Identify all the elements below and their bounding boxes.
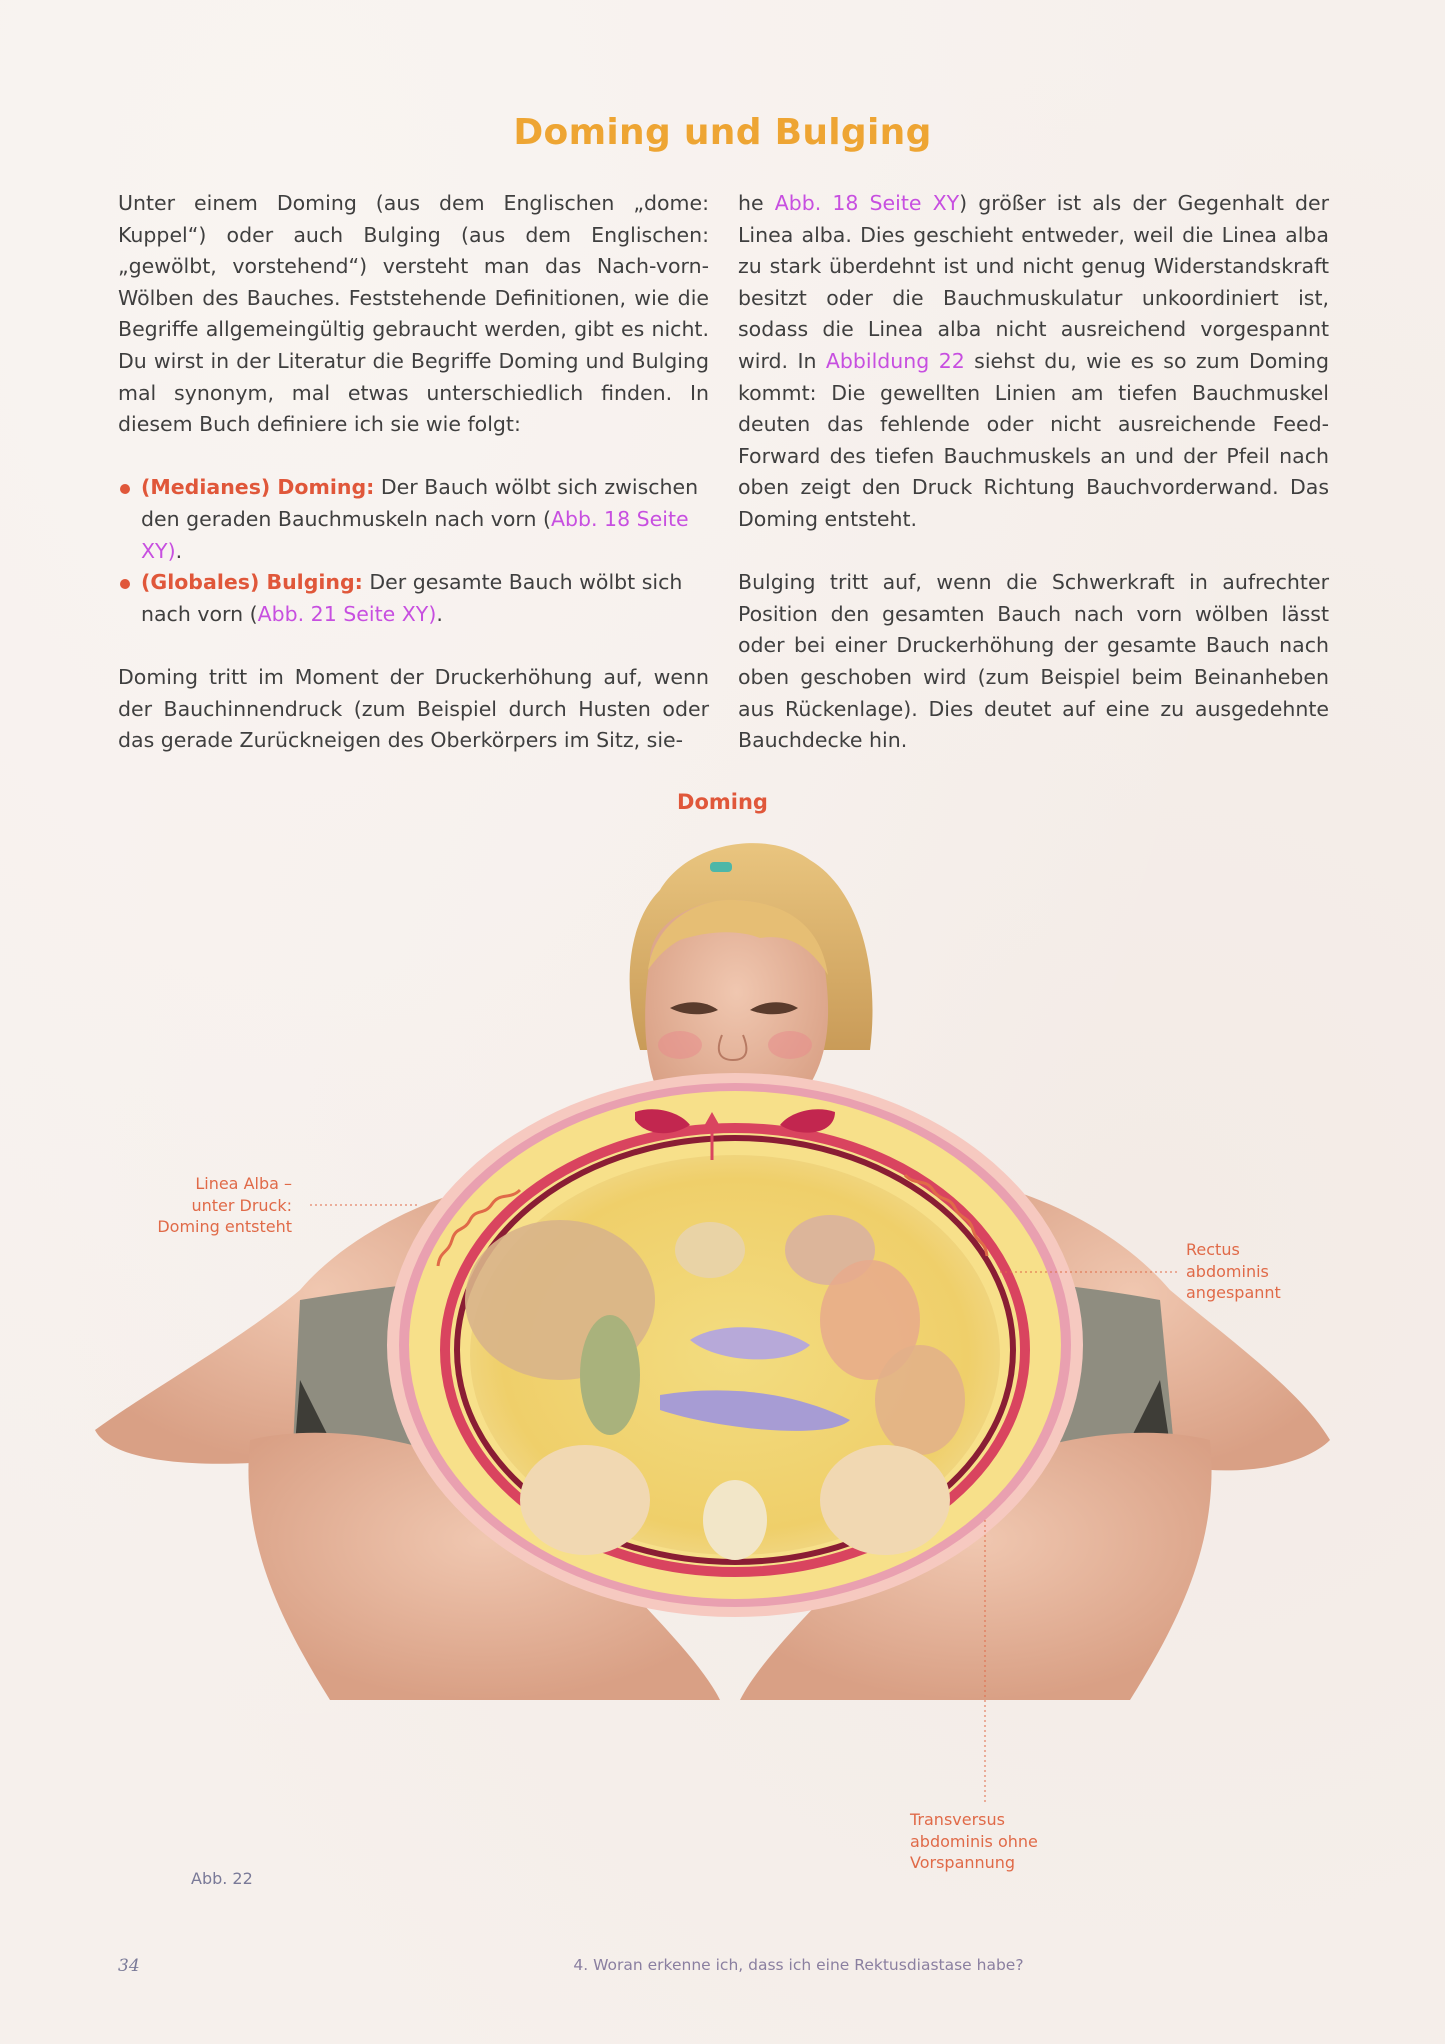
definition-text: Der gesamte Bauch wölbt sich nach vorn ( — [141, 570, 683, 626]
text-run: he — [738, 191, 775, 215]
figure-title: Doming — [677, 790, 768, 814]
label-linea-alba — [140, 1173, 292, 1238]
label-line: Transversus — [910, 1810, 1005, 1829]
definition-end: . — [175, 538, 183, 563]
doming-paragraph: Doming tritt im Moment der Druckerhöhung auf, wenn der Bauchinnendruck (zum Beispiel durch Husten oder das gerade Zurückneigen des Oberkörpers im Sitz, sie- — [118, 664, 709, 753]
label-line: Rectus — [1186, 1240, 1240, 1259]
label-line: abdominis — [1186, 1261, 1269, 1281]
definition-item-bulging — [118, 567, 709, 630]
label-transversus-abdominis — [910, 1809, 1070, 1874]
label-line: Vorspannung — [910, 1853, 1016, 1872]
doming-illustration — [0, 820, 1445, 1820]
abdomen-cross-section — [387, 1073, 1083, 1617]
running-title: 4. Woran erkenne ich, dass ich eine Rektusdiastase habe? — [573, 1956, 1024, 1974]
definition-term: (Globales) Bulging: — [141, 570, 363, 595]
figure-reference-link[interactable]: Abb. 18 Seite XY — [774, 191, 960, 215]
text-run: ) größer ist als der Gegenhalt der Linea alba. Dies geschieht entweder, weil die Linea alba zu stark überdehnt ist und nicht genug Widerstandskraft besitzt oder die Bauchmuskulatur unkoordiniert ist, sodass die Linea alba nicht ausreichend vorgespannt wird. In — [738, 191, 1330, 373]
figure-reference-link[interactable]: Abb. 21 Seite XY) — [257, 601, 437, 626]
cheek-left — [658, 1031, 702, 1059]
definition-item-doming — [118, 472, 709, 567]
label-line: unter Druck: — [191, 1195, 292, 1215]
running-footer — [0, 1956, 1445, 1974]
bulging-paragraph: Bulging tritt auf, wenn die Schwerkraft in aufrechter Position den gesamten Bauch nach vorn wölben lässt oder bei einer Druckerhöhung der gesamte Bauch nach oben geschoben wird (zum Beispiel beim Beinanheben aus Rückenlage). Dies deutet auf eine zu ausgedehnte Bauchdecke hin. — [738, 570, 1329, 753]
page-title: Doming und Bulging — [513, 112, 932, 153]
figure-reference-link[interactable]: Abb. 18 Seite XY) — [141, 506, 689, 563]
figure-reference-link[interactable]: Abbildung 22 — [825, 348, 965, 373]
label-rectus-abdominis — [1186, 1239, 1326, 1304]
text-column-right — [738, 188, 1329, 757]
label-line: angespannt — [1186, 1283, 1281, 1302]
definition-text: Der Bauch wölbt sich zwischen den geraden Bauchmuskeln nach vorn ( — [141, 475, 699, 531]
text-column-left — [118, 188, 709, 757]
doming-continuation-paragraph — [738, 188, 1329, 536]
label-line: Doming entsteht — [157, 1217, 292, 1236]
intro-paragraph: Unter einem Doming (aus dem Englischen „dome: Kuppel“) oder auch Bulging (aus dem Englischen: „gewölbt, vorstehend“) versteht man das Nach-vorn-Wölben des Bauches. Feststehende Definitionen, wie die Begriffe allgemeingültig gebraucht werden, gibt es nicht. Du wirst in der Literatur die Begriffe Doming und Bulging mal synonym, mal etwas unterschiedlich finden. In diesem Buch definiere ich sie wie folgt: — [118, 191, 709, 437]
cheek-right — [768, 1031, 812, 1059]
definition-end: . — [436, 601, 443, 626]
label-line: abdominis ohne — [910, 1831, 1038, 1851]
page-number: 34 — [118, 1956, 140, 1976]
definition-list — [118, 472, 709, 630]
label-line: Linea Alba – — [195, 1174, 292, 1193]
definition-term: (Medianes) Doming: — [141, 475, 375, 500]
figure-caption: Abb. 22 — [191, 1869, 253, 1888]
text-run: siehst du, wie es so zum Doming kommt: Die gewellten Linien am tiefen Bauchmuskel deuten das fehlende oder nicht ausreichende Feed-Forward des tiefen Bauchmuskels an und der Pfeil nach oben zeigt den Druck Richtung Bauchvorderwand. Das Doming entsteht. — [738, 348, 1329, 531]
hair-tie — [710, 862, 732, 872]
